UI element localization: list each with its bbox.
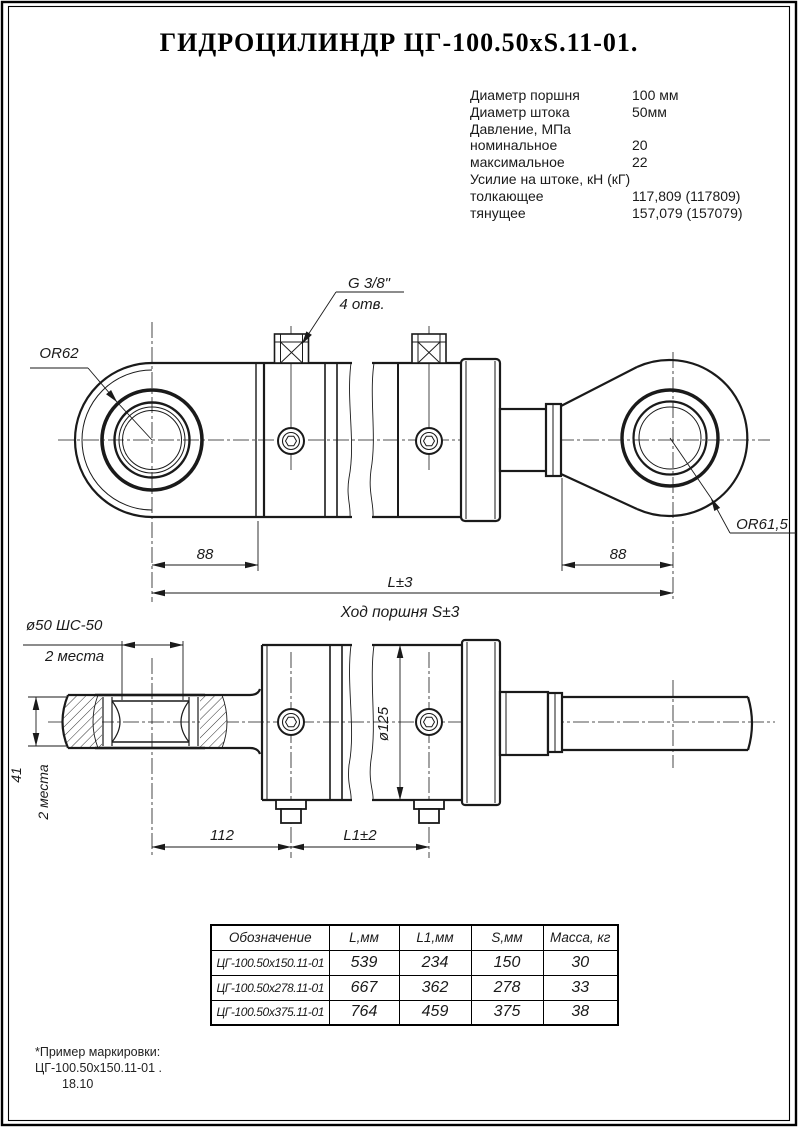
- col-header-mass: Масса, кг: [543, 925, 618, 950]
- spec-label: Диаметр поршня: [470, 87, 580, 103]
- spec-label: толкающее: [470, 187, 544, 204]
- spec-label: тянущее: [470, 204, 526, 221]
- spec-value: 157,079 (157079): [632, 204, 743, 221]
- col-header-S: S,мм: [471, 925, 543, 950]
- bottom-port-1: [276, 800, 306, 823]
- leader-lines-upper: [30, 292, 796, 533]
- spec-row: [470, 121, 790, 138]
- dia-125: ø125: [375, 706, 392, 742]
- note-line-2: ЦГ-100.50x150.11-01 .: [35, 1061, 162, 1075]
- cell-S: 375: [471, 1000, 543, 1025]
- port-fitting-2: [412, 334, 446, 363]
- dim-length: L±3: [387, 574, 413, 591]
- cell-designation: ЦГ-100.50x150.11-01: [211, 950, 329, 975]
- upper-view: [30, 292, 796, 602]
- spec-row: [470, 205, 790, 222]
- table-header-row: [211, 925, 618, 950]
- cell-L1: 362: [399, 975, 471, 1000]
- spec-row: [470, 154, 790, 171]
- page-title: ГИДРОЦИЛИНДР ЦГ-100.50xS.11-01.: [159, 28, 639, 57]
- cell-L: 764: [329, 1000, 399, 1025]
- table-row: [211, 975, 618, 1000]
- cell-S: 278: [471, 975, 543, 1000]
- bottom-port-2: [414, 800, 444, 823]
- face-port-1: [278, 428, 304, 454]
- eye-section: [63, 689, 261, 754]
- label-bearing-places: 2 места: [45, 648, 105, 665]
- cell-L: 539: [329, 950, 399, 975]
- centerlines-lower: [48, 652, 775, 858]
- cell-mass: 33: [543, 975, 618, 1000]
- table-row: [211, 1000, 618, 1025]
- dimensions-upper: [152, 478, 673, 593]
- dim-88-left: 88: [196, 546, 214, 563]
- spec-row: [470, 171, 790, 188]
- spec-value: 117,809 (117809): [632, 187, 741, 204]
- face-port-3: [278, 709, 304, 735]
- cell-designation: ЦГ-100.50x278.11-01: [211, 975, 329, 1000]
- cell-mass: 38: [543, 1000, 618, 1025]
- size-table: [210, 924, 619, 1026]
- spec-label: максимальное: [470, 154, 565, 171]
- label-bearing: ø50 ШС-50: [26, 617, 103, 634]
- cell-mass: 30: [543, 950, 618, 975]
- label-right-eye-radius: OR61,5: [736, 516, 788, 533]
- cell-L1: 459: [399, 1000, 471, 1025]
- spec-value: 20: [632, 137, 648, 154]
- spec-value: 22: [632, 154, 648, 171]
- cell-S: 150: [471, 950, 543, 975]
- spec-label: Давление, МПа: [470, 120, 571, 137]
- spec-label: Диаметр штока: [470, 103, 570, 120]
- spec-row: [470, 104, 790, 121]
- marking-note: [35, 1044, 162, 1092]
- face-port-2: [416, 428, 442, 454]
- col-header-designation: Обозначение: [211, 925, 329, 950]
- table-row: [211, 950, 618, 975]
- label-port-count: 4 отв.: [339, 296, 385, 313]
- spec-value: 50мм: [632, 103, 667, 120]
- cell-L1: 234: [399, 950, 471, 975]
- port-axes-upper: [291, 326, 429, 470]
- dim-41: 41: [8, 767, 24, 783]
- spec-row: [470, 87, 790, 104]
- rod-lower: [500, 692, 752, 755]
- col-header-L: L,мм: [329, 925, 399, 950]
- spec-label: номинальное: [470, 137, 558, 154]
- face-port-4: [416, 709, 442, 735]
- right-eye: [622, 360, 747, 516]
- label-port-thread: G 3/8": [347, 275, 391, 292]
- port-fitting-1: [275, 334, 309, 363]
- dim-41-places: 2 места: [35, 764, 51, 820]
- dim-L1: L1±2: [343, 827, 377, 844]
- spec-row: [470, 137, 790, 154]
- cell-designation: ЦГ-100.50x375.11-01: [211, 1000, 329, 1025]
- spec-value: 100 мм: [632, 87, 679, 103]
- note-line-3: 18.10: [62, 1077, 94, 1091]
- cell-L: 667: [329, 975, 399, 1000]
- dim-stroke: Ход поршня S±3: [340, 604, 460, 621]
- dim-112: 112: [210, 827, 234, 844]
- dim-88-right: 88: [609, 546, 627, 563]
- spec-block: [470, 87, 790, 221]
- label-left-eye-radius: OR62: [39, 345, 79, 362]
- spec-row: [470, 188, 790, 205]
- note-line-1: *Пример маркировки:: [35, 1045, 161, 1059]
- spec-label: Усилие на штоке, кН (кГ): [470, 170, 631, 187]
- col-header-L1: L1,мм: [399, 925, 471, 950]
- lower-view: [23, 640, 775, 858]
